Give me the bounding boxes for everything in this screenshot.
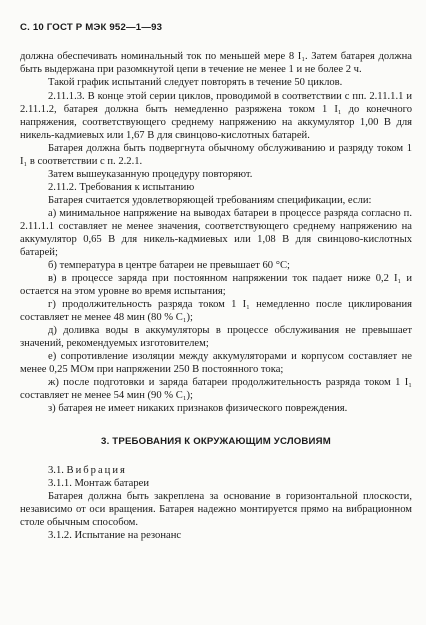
list-item-e: е) сопротивление изоляции между аккумуляторами и корпусом составляет не менее 0,25 МОм при напряжении 250 В постоянного тока; — [20, 351, 412, 375]
list-item-b: б) температура в центре батареи не превышает 60 °С; — [48, 260, 290, 271]
next-item-heading: 3.1.2. Испытание на резонанс — [48, 530, 182, 541]
page-body — [20, 50, 412, 542]
item-number: 3.1.1. — [48, 478, 72, 489]
item-heading — [20, 477, 412, 490]
list-item-a: а) минимальное напряжение на выводах батареи в процессе разряда согласно п. 2.11.1.1 составляет не менее значения, соответствующего среднему напряжению на аккумулятор 0,65 В для никель-кадмиевых или 1,08 В для свинцово-кислотных батарей; — [20, 208, 412, 258]
paragraph-repeat-procedure: Затем вышеуказанную процедуру повторяют. — [48, 169, 253, 180]
paragraph-repeat-schedule: Такой график испытаний следует повторять в течение 50 циклов. — [48, 77, 343, 88]
list-item-z: з) батарея не имеет никаких признаков физического повреждения. — [48, 403, 348, 414]
list-item-zh: ж) после подготовки и заряда батареи продолжительность разряда током 1 I₁ составляет не менее 54 мин (90 % C₁); — [20, 377, 412, 401]
list-item-d: д) доливка воды в аккумуляторы в процессе обслуживания не превышает значений, рекомендуемых изготовителем; — [20, 325, 412, 349]
paragraph-requirements-intro: Батарея считается удовлетворяющей требованиям спецификации, если: — [48, 195, 372, 206]
paragraph-2-11-1-3: 2.11.1.3. В конце этой серии циклов, проводимой в соответствии с пп. 2.11.1.1 и 2.11.1.2, батарея должна быть немедленно разряжена током 1 I₁ до конечного напряжения, соответствующего среднему напряжению на аккумулятор 1,00 В для никель-кадмиевых или 1,67 В для свинцово-кислотных батарей. — [20, 91, 412, 141]
paragraph-mounting: Батарея должна быть закреплена за основание в горизонтальной плоскости, независимо от оси вращения. Батарея надежно монтируется прямо на вибрационном столе обычным способом. — [20, 491, 412, 528]
running-head: С. 10 ГОСТ Р МЭК 952—1—93 — [20, 22, 163, 33]
item-title: Монтаж батареи — [74, 478, 149, 489]
subsection-heading — [20, 464, 412, 477]
list-item-g: г) продолжительность разряда током 1 I₁ немедленно после циклирования составляет не менее 48 мин (80 % C₁); — [20, 299, 412, 323]
paragraph-continuation: должна обеспечивать номинальный ток по меньшей мере 8 I₁. Затем батарея должна быть выдержана при разомкнутой цепи в течение не менее 1 и не более 2 ч. — [20, 51, 412, 75]
subsection-title: Вибрация — [66, 465, 127, 476]
paragraph-2-11-2-heading: 2.11.2. Требования к испытанию — [48, 182, 195, 193]
paragraph-maintenance: Батарея должна быть подвергнута обычному обслуживанию и разряду током 1 I₁ в соответствии с п. 2.2.1. — [20, 143, 412, 167]
list-item-v: в) в процессе заряда при постоянном напряжении ток падает ниже 0,2 I₁ и остается на этом уровне во время испытания; — [20, 273, 412, 297]
subsection-number: 3.1. — [48, 465, 64, 476]
section-heading: 3. ТРЕБОВАНИЯ К ОКРУЖАЮЩИМ УСЛОВИЯМ — [101, 436, 331, 447]
